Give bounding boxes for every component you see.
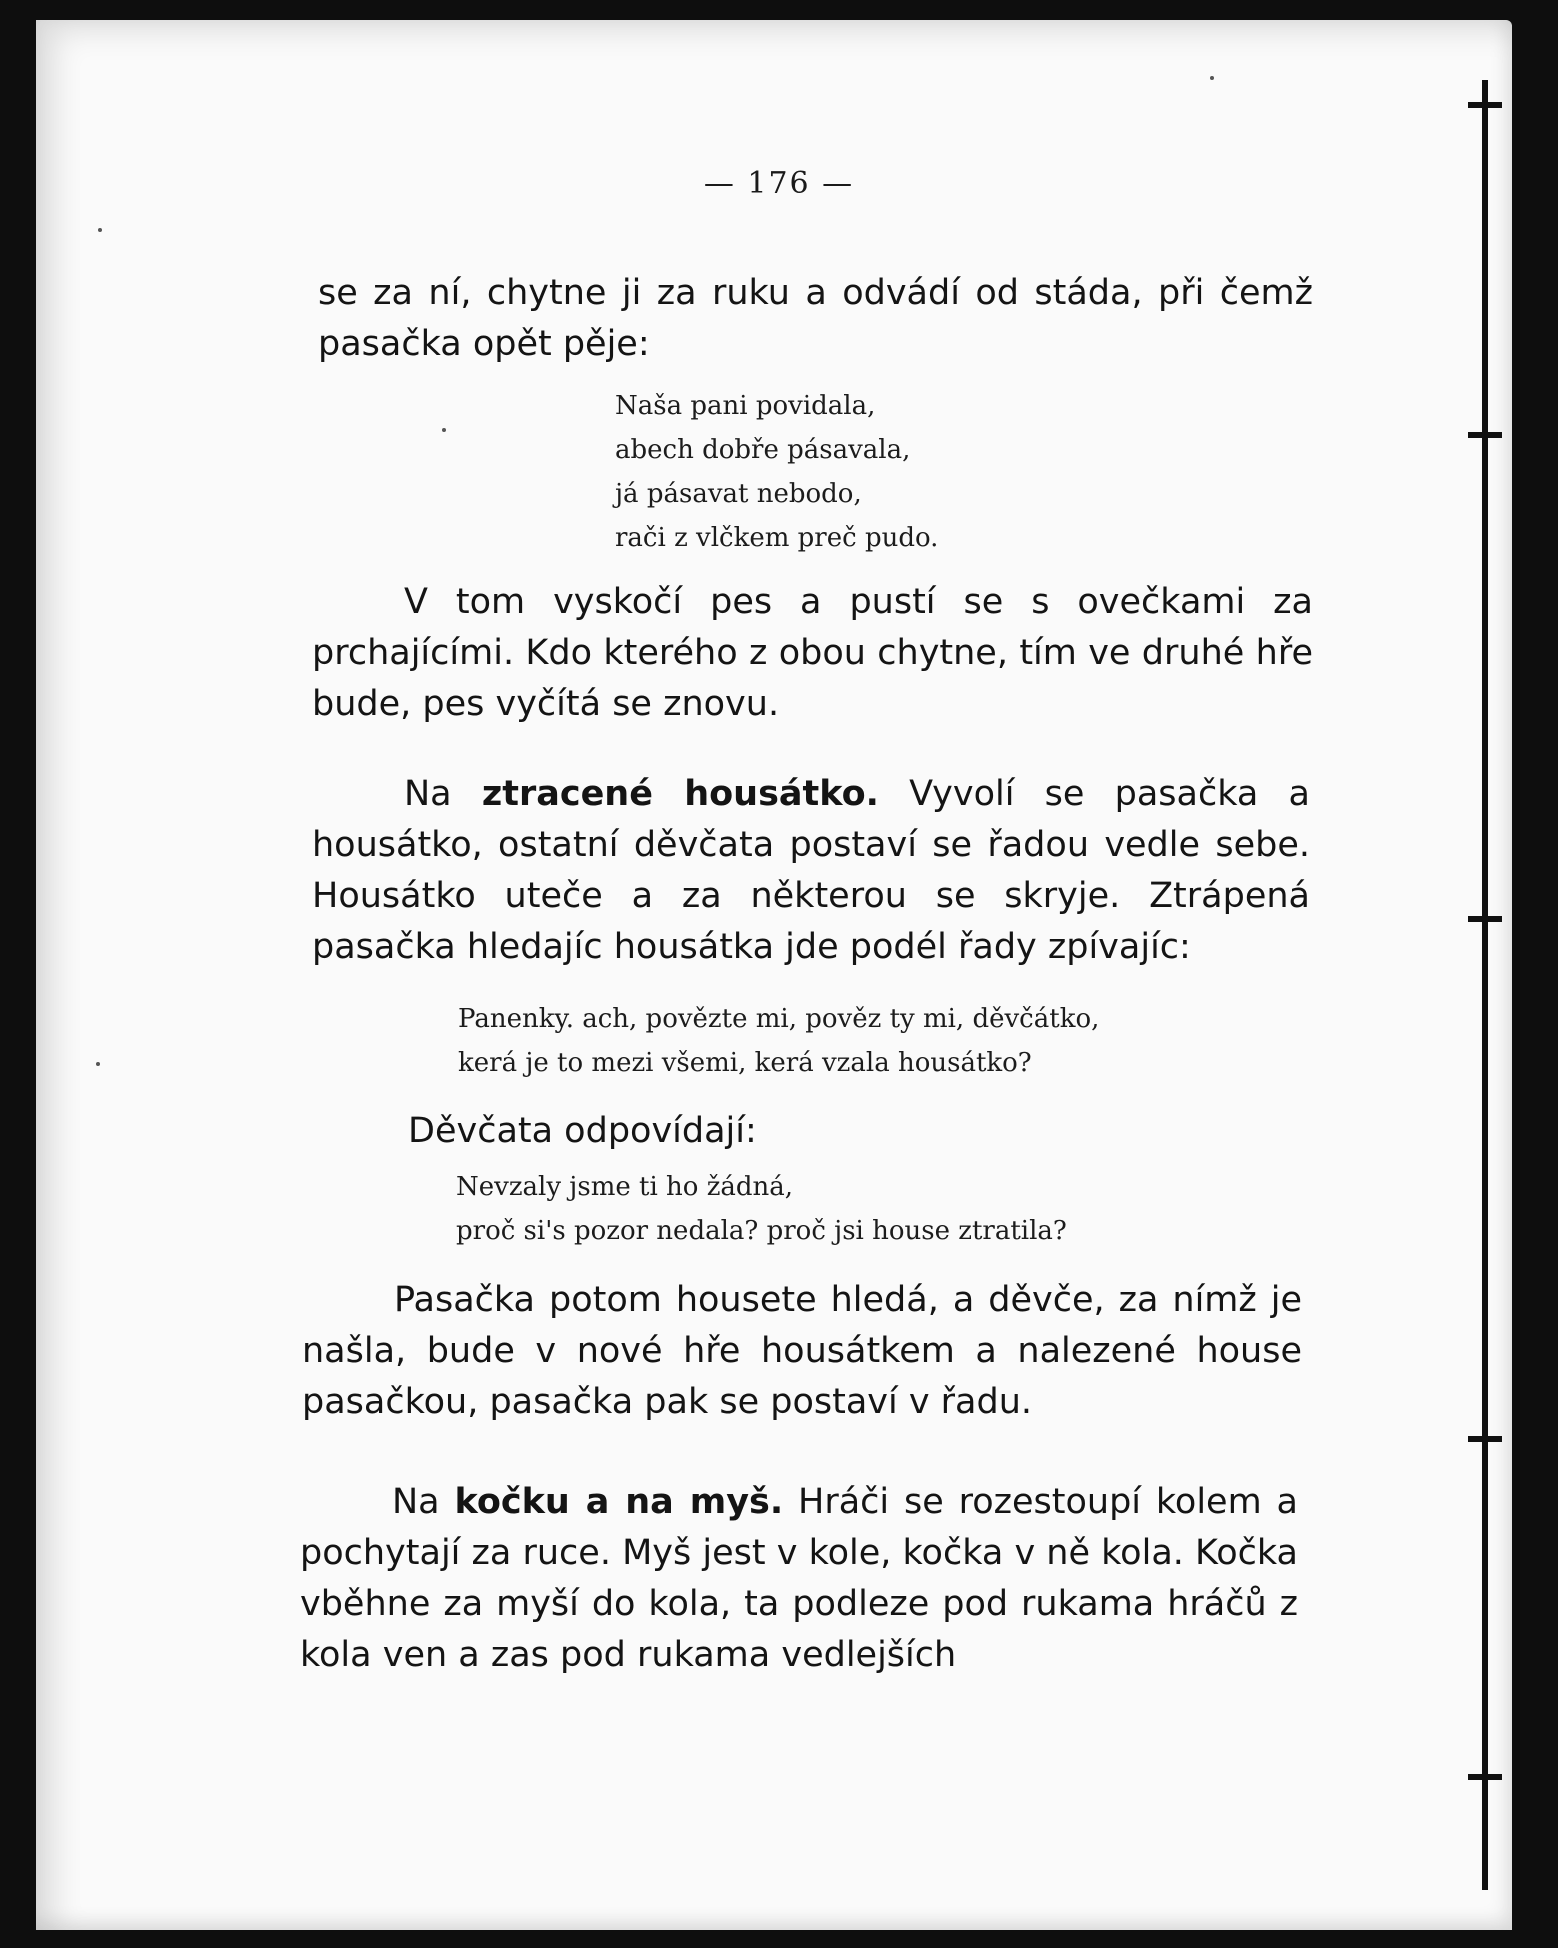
paragraph-3-lead: Na [404, 774, 452, 814]
verse-line: abech dobře pásavala, [615, 435, 911, 465]
verse-line: já pásavat nebodo, [615, 479, 862, 509]
game-title: kočku a na myš. [454, 1482, 784, 1522]
binding-mark [1468, 1774, 1502, 1780]
scan-speck [96, 1062, 100, 1066]
paragraph-2-text: V tom vyskočí pes a pustí se s ovečkami za prchajícími. Kdo kterého z obou chytne, tím ve druhé hře bude, pes vyčítá se znovu. [312, 582, 1313, 724]
verse-3 [456, 1165, 1067, 1253]
verse-line: Naša pani povidala, [615, 391, 876, 421]
verse-line: proč si's pozor nedala? proč jsi house ztratila? [456, 1216, 1067, 1246]
binding-spine [1482, 80, 1488, 1890]
scan-speck [98, 228, 102, 232]
paragraph-2 [312, 577, 1313, 730]
paragraph-1-text: se za ní, chytne ji za ruku a odvádí od stáda, při čemž pasačka opět pěje: [318, 273, 1313, 364]
verse-line: kerá je to mezi všemi, kerá vzala housátko? [458, 1048, 1032, 1078]
page-number: — 176 — [703, 166, 855, 201]
paragraph-3-text: Vyvolí se pasačka a housátko, ostatní děvčata postaví se řadou vedle sebe. Housátko uteče a za některou se skryje. Ztrápená pasačka hledajíc housátka jde podél řady zpívajíc: [312, 774, 1310, 967]
paragraph-4: Děvčata odpovídají: [408, 1111, 757, 1151]
binding-mark [1468, 916, 1502, 922]
paragraph-3 [312, 769, 1310, 973]
paragraph-6 [300, 1477, 1298, 1681]
binding-mark [1468, 432, 1502, 438]
paragraph-6-text: Hráči se rozestoupí kolem a pochytají za ruce. Myš jest v kole, kočka v ně kola. Kočka vběhne za myší do kola, ta podleze pod rukama hráčů z kola ven a zas pod rukama vedlejších [300, 1482, 1298, 1675]
verse-line: rači z vlčkem preč pudo. [615, 523, 939, 553]
paragraph-5 [302, 1275, 1302, 1428]
binding-mark [1468, 1436, 1502, 1442]
verse-2 [458, 997, 1099, 1085]
paragraph-5-text: Pasačka potom housete hledá, a děvče, za nímž je našla, bude v nové hře housátkem a nalezené house pasačkou, pasačka pak se postaví v řadu. [302, 1280, 1302, 1422]
paragraph-6-lead: Na [392, 1482, 440, 1522]
scan-speck [1210, 76, 1214, 80]
paragraph-1 [318, 268, 1313, 370]
verse-line: Panenky. ach, povězte mi, pověz ty mi, děvčátko, [458, 1004, 1100, 1034]
verse-line: Nevzaly jsme ti ho žádná, [456, 1172, 794, 1202]
game-title: ztracené housátko. [481, 774, 879, 814]
verse-1 [615, 384, 938, 560]
scan-speck [442, 428, 446, 432]
binding-mark [1468, 102, 1502, 108]
